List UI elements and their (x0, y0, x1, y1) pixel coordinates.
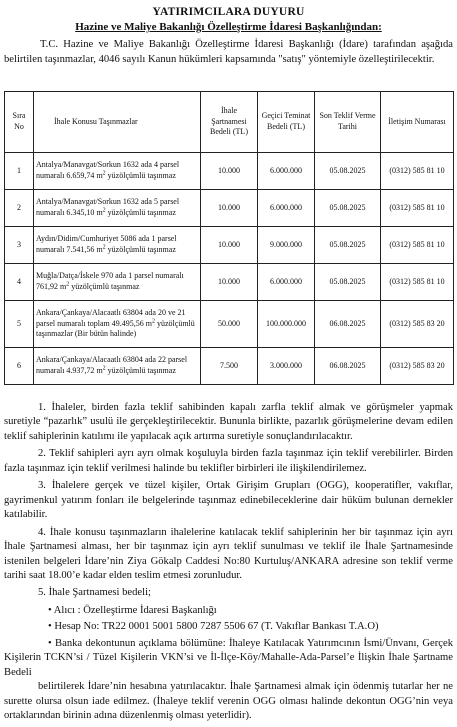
row-subject (34, 348, 201, 385)
bullet-description: • Banka dekontunun açıklama bölümüne: İhaleye Katılacak Yatırımcının İsmi/Ünvanı, Gerçek Kişilerin TCKN’si / Tüzel Kişilerin VKN’si ve İl-İlçe-Köy/Mahalle-Ada-Parsel’e İlişkin İhale Şartname Bedeli (4, 637, 453, 678)
table-row (5, 301, 454, 348)
header-deadline: Son Teklif Verme Tarihi (315, 92, 381, 153)
area-unit: m (145, 318, 152, 328)
row-number: 5 (5, 301, 34, 348)
area-unit-exponent: 2 (102, 244, 106, 251)
header-bond: Geçici Teminat Bedeli (TL) (258, 92, 315, 153)
row-spec-fee: 50.000 (201, 301, 258, 348)
row-deadline: 05.08.2025 (315, 227, 381, 264)
row-bond: 100.000.000 (258, 301, 315, 348)
auction-table (4, 91, 454, 385)
area-unit-exponent: 2 (152, 317, 155, 324)
header-no: Sıra No (5, 92, 34, 153)
area-unit: m (60, 282, 67, 291)
row-phone: (0312) 585 81 10 (381, 264, 454, 301)
row-deadline: 06.08.2025 (315, 348, 381, 385)
row-deadline: 06.08.2025 (315, 301, 381, 348)
subject-text: Muğla/Datça/İskele 970 ada 1 parsel numaralı 761,92 (36, 271, 184, 291)
row-spec-fee: 10.000 (201, 190, 258, 227)
area-unit-exponent: 2 (102, 170, 106, 177)
row-spec-fee: 7.500 (201, 348, 258, 385)
subject-suffix: yüzölçümlü taşınmaz (107, 245, 176, 254)
area-unit: m (96, 208, 103, 217)
table-row (5, 264, 454, 301)
subject-text: Ankara/Çankaya/Alacaatlı 63804 ada 20 ve 21 parsel numaralı toplam 49.495,56 (36, 307, 186, 328)
row-spec-fee: 10.000 (201, 227, 258, 264)
area-unit-exponent: 2 (102, 365, 106, 372)
row-number: 6 (5, 348, 34, 385)
subject-suffix: yüzölçümlü taşınmaz (71, 282, 140, 291)
table-row (5, 153, 454, 190)
conditions-text (4, 401, 453, 727)
table-row (5, 227, 454, 264)
subject-text: Antalya/Manavgat/Sorkun 1632 ada 4 parsel numaralı 6.659,74 (36, 160, 180, 180)
row-subject (34, 190, 201, 227)
area-unit: m (96, 366, 103, 375)
paragraph-5: 5. İhale Şartnamesi bedeli; (38, 587, 151, 599)
row-bond: 3.000.000 (258, 348, 315, 385)
header-subject: İhale Konusu Taşınmazlar (34, 92, 201, 153)
row-number: 1 (5, 153, 34, 190)
row-number: 3 (5, 227, 34, 264)
row-subject (34, 301, 201, 348)
area-unit: m (96, 171, 103, 180)
row-deadline: 05.08.2025 (315, 264, 381, 301)
subject-text: Ankara/Çankaya/Alacaatlı 63804 ada 22 parsel numaralı 4.937,72 (36, 355, 188, 375)
row-bond: 6.000.000 (258, 153, 315, 190)
page-title: YATIRIMCILARA DUYURU (152, 6, 305, 18)
paragraph-2: 2. Teklif sahipleri ayrı ayrı olmak koşuluyla birden fazla taşınmaz için teklif verebilirler. Birden fazla taşınmaz için teklif verilmesi halinde bu teklifler birbirleri ile ilişkilendirilemez. (4, 448, 453, 474)
row-bond: 6.000.000 (258, 264, 315, 301)
paragraph-6: belirtilerek İdare’nin hesabına yatırılacaktır. İhale Şartnamesi almak için ödenmiş tutarlar her ne surette olursa olsun iade edilmez. (İhaleye teklif verenin OGG olması halinde dekontun OGG’nin veya ortaklarından birinin adına düzenlenmiş olması yeterlidir). (4, 681, 453, 722)
row-spec-fee: 10.000 (201, 153, 258, 190)
row-subject (34, 153, 201, 190)
bullet-recipient: • Alıcı : Özelleştirme İdaresi Başkanlığı (48, 604, 217, 616)
subject-suffix: yüzölçümlü taşınmaz (107, 208, 176, 217)
row-phone: (0312) 585 83 20 (381, 348, 454, 385)
subject-suffix: yüzölçümlü taşınmaz (107, 366, 176, 375)
subject-text: Antalya/Manavgat/Sorkun 1632 ada 5 parsel numaralı 6.345,10 (36, 197, 180, 217)
table-row (5, 190, 454, 227)
header-spec-fee: İhale Şartnamesi Bedeli (TL) (201, 92, 258, 153)
row-bond: 9.000.000 (258, 227, 315, 264)
area-unit-exponent: 2 (66, 281, 70, 288)
subject-note: taşınmazlar (Bir bütün halinde) (36, 329, 137, 339)
row-phone: (0312) 585 81 10 (381, 227, 454, 264)
table-body (5, 153, 454, 385)
row-deadline: 05.08.2025 (315, 190, 381, 227)
subject-text: Aydın/Didim/Cumhuriyet 5086 ada 1 parsel numaralı 7.541,56 (36, 234, 177, 254)
row-number: 2 (5, 190, 34, 227)
subject-suffix: yüzölçümlü (157, 318, 195, 328)
intro-paragraph: T.C. Hazine ve Maliye Bakanlığı Özelleştirme İdaresi Başkanlığı (İdare) tarafından aşağıda belirtilen taşınmazlar, 4046 sayılı Kanun hükümleri kapsamında "satış" yöntemiyle özelleştirilecektir. (4, 39, 453, 65)
issuer-subtitle: Hazine ve Maliye Bakanlığı Özelleştirme İdaresi Başkanlığından: (75, 21, 382, 33)
row-phone: (0312) 585 83 20 (381, 301, 454, 348)
paragraph-1: 1. İhaleler, birden fazla teklif sahibinden kapalı zarfla teklif almak ve görüşmeler yapmak suretiyle “pazarlık” usulü ile gerçekleştirilecektir. Bununla birlikte, pazarlık görüşmelerine devam edilen teklif sahiplerinin katılımı ile yapılacak açık artırma suretiyle sonuçlandırılacaktır. (4, 402, 453, 442)
table-row (5, 348, 454, 385)
row-bond: 6.000.000 (258, 190, 315, 227)
area-unit-exponent: 2 (102, 207, 106, 214)
row-subject (34, 264, 201, 301)
bullet-account: • Hesap No: TR22 0001 5001 5800 7287 5506 67 (T. Vakıflar Bankası T.A.O) (48, 621, 379, 633)
table-header-row (5, 92, 454, 153)
row-subject (34, 227, 201, 264)
subject-suffix: yüzölçümlü taşınmaz (107, 171, 176, 180)
paragraph-3: 3. İhalelere gerçek ve tüzel kişiler, Ortak Girişim Grupları (OGG), kooperatifler, vakıflar, gayrimenkul yatırım fonları ile belgelerinde taşınmaz edinebileceklerine dair hüküm bulunan dernekler katılabilir. (4, 480, 453, 521)
row-phone: (0312) 585 81 10 (381, 190, 454, 227)
area-unit: m (96, 245, 103, 254)
row-spec-fee: 10.000 (201, 264, 258, 301)
row-number: 4 (5, 264, 34, 301)
paragraph-4: 4. İhale konusu taşınmazların ihalelerine katılacak teklif sahiplerinin her bir taşınmaz için ayrı İhale Şartnamesi alması, her bir taşınmaz için ayrı teklif sunulması ve teklif ile İhale Şartnamesinde istenilen belgeleri İdare’nin Ziya Gökalp Caddesi No:80 Kurtuluş/ANKARA adresine son teklif verme tarihi saat 18.00’e kadar elden teslim etmesi zorunludur. (4, 526, 453, 581)
row-deadline: 05.08.2025 (315, 153, 381, 190)
header-phone: İletişim Numarası (381, 92, 454, 153)
row-phone: (0312) 585 81 10 (381, 153, 454, 190)
